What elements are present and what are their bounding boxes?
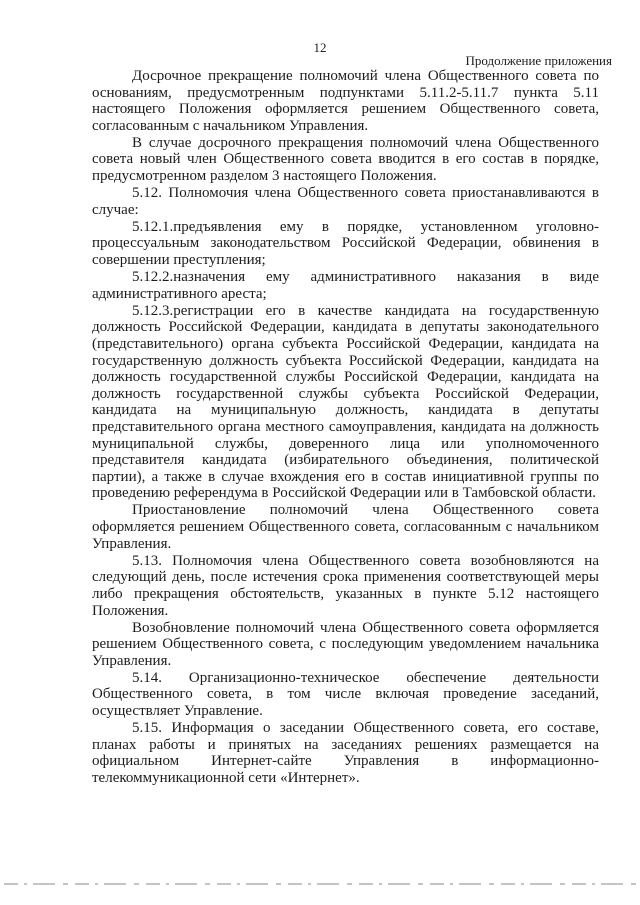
paragraph: 5.14. Организационно-техническое обеспечение деятельности Общественного совета, в том числе включая проведение заседаний, осуществляет Управление.: [92, 669, 599, 720]
paragraph: Приостановление полномочий члена Общественного совета оформляется решением Общественного совета, согласованным с начальником Управления.: [92, 502, 599, 552]
paragraph: Досрочное прекращение полномочий члена Общественного совета по основаниям, предусмотренным подпунктами 5.11.2-5.11.7 пункта 5.11 настоящего Положения оформляется решением Общественного совета, согласованным с начальником Управления.: [92, 68, 599, 134]
paragraph: В случае досрочного прекращения полномочий члена Общественного совета новый член Общественного совета вводится в его состав в порядке, предусмотренном разделом 3 настоящего Положения.: [92, 134, 599, 185]
paragraph: 5.13. Полномочия члена Общественного совета возобновляются на следующий день, после истечения срока применения соответствующей меры либо прекращения обстоятельств, указанных в пункте 5.12 настоящего Положения.: [92, 552, 599, 619]
paragraph: Возобновление полномочий члена Общественного совета оформляется решением Общественного совета, с последующим уведомлением начальника Управления.: [92, 619, 599, 669]
page-number: 12: [313, 40, 327, 55]
continuation-label: Продолжение приложения: [465, 53, 612, 68]
document-body: [92, 68, 599, 787]
paragraph: 5.12.3.регистрации его в качестве кандидата на государственную должность Российской Федерации, кандидата в депутаты законодательного (представительного) органа субъекта Российской Федерации, кандидата на государственную должность субъекта Российской Федерации, кандидата на должность государственной службы Российской Федерации, кандидата на должность государственной службы субъекта Российской Федерации, кандидата на муниципальную должность, кандидата в депутаты представительного органа местного самоуправления, кандидата на должность муниципальной службы, доверенного лица или уполномоченного представителя кандидата (избирательного объединения, политической партии), а также в случае вхождения его в состав инициативной группы по проведению референдума в Российской Федерации или в Тамбовской области.: [92, 302, 599, 502]
scan-artifact-line: [0, 878, 640, 888]
paragraph: 5.12. Полномочия члена Общественного совета приостанавливаются в случае:: [92, 185, 599, 218]
paragraph: 5.12.1.предъявления ему в порядке, установленном уголовно-процессуальным законодательством Российской Федерации, обвинения в совершении преступления;: [92, 218, 599, 269]
paragraph: 5.12.2.назначения ему административного наказания в виде административного ареста;: [92, 269, 599, 302]
paragraph: 5.15. Информация о заседании Общественного совета, его составе, планах работы и принятых на заседаниях решениях размещается на официальном Интернет-сайте Управления в информационно-телекоммуникационной сети «Интернет».: [92, 720, 599, 786]
